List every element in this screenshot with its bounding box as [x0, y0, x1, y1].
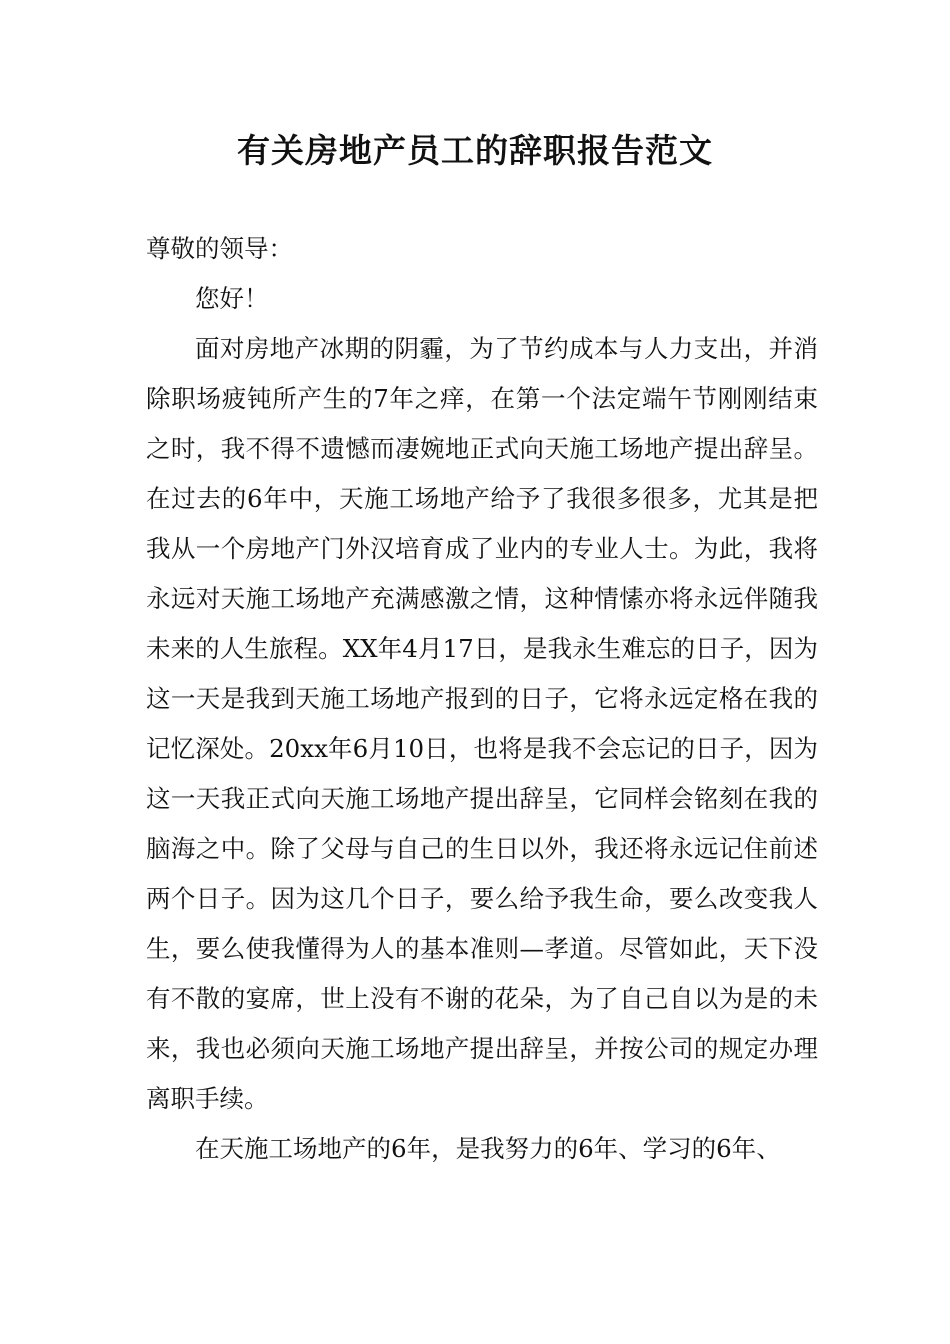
body-paragraph-1: 面对房地产冰期的阴霾，为了节约成本与人力支出，并消除职场疲钝所产生的7年之痒，在第一个法定端午节刚刚结束之时，我不得不遗憾而凄婉地正式向天施工场地产提出辞呈。在过去的6年中，天施工场地产给予了我很多很多，尤其是把我从一个房地产门外汉培育成了业内的专业人士。为此，我将永远对天施工场地产充满感激之情，这种情愫亦将永远伴随我未来的人生旅程。XX年4月17日，是我永生难忘的日子，因为这一天是我到天施工场地产报到的日子，它将永远定格在我的记忆深处。20xx年6月10日，也将是我不会忘记的日子，因为这一天我正式向天施工场地产提出辞呈，它同样会铭刻在我的脑海之中。除了父母与自己的生日以外，我还将永远记住前述两个日子。因为这几个日子，要么给予我生命，要么改变我人生，要么使我懂得为人的基本准则—孝道。尽管如此，天下没有不散的宴席，世上没有不谢的花朵，为了自己自以为是的未来，我也必须向天施工场地产提出辞呈，并按公司的规定办理离职手续。 [146, 334, 818, 1113]
salutation: 尊敬的领导： [146, 234, 293, 263]
body-paragraph-2: 在天施工场地产的6年，是我努力的6年、学习的6年、 [195, 1134, 781, 1163]
greeting: 您好！ [195, 284, 269, 313]
document-title: 有关房地产员工的辞职报告范文 [237, 131, 713, 170]
document-body [146, 224, 818, 1174]
